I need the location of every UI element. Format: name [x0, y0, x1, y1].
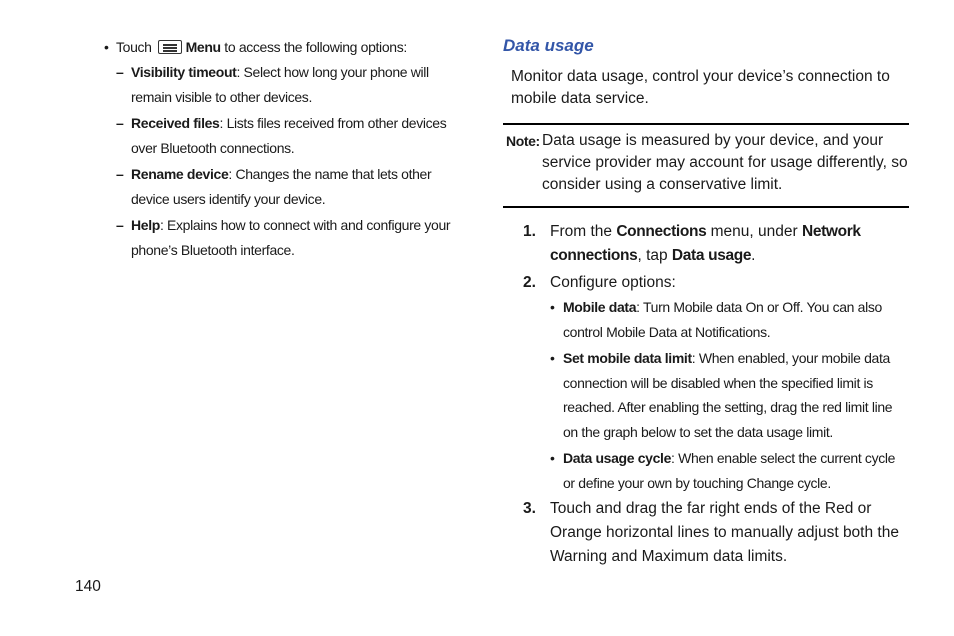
note-text: Data usage is measured by your device, and your service provider may account for usage differently, so consider using a conservative limit. [542, 132, 908, 193]
list-item [550, 346, 909, 444]
option-desc: : When enabled, your mobile data connection will be disabled when the specified limit is reached. After enabling the setting, drag the red limit line on the graph below to set the data usage limit. [563, 350, 893, 440]
bullet-mark: • [550, 299, 555, 315]
bullet-mark: • [104, 39, 109, 55]
step-body [550, 220, 909, 268]
list-item [116, 60, 464, 110]
dash-mark: – [116, 166, 124, 182]
steps-list [503, 220, 909, 569]
intro-rest: to access the following options: [220, 39, 407, 55]
list-item [550, 295, 909, 344]
page-number: 140 [75, 578, 101, 595]
options-list [116, 60, 464, 263]
item-desc: : Explains how to connect with and configure your phone’s Bluetooth interface. [131, 217, 451, 258]
note-box [503, 123, 909, 208]
list-item [116, 213, 464, 263]
item-desc: : Changes the name that lets other device users identify your device. [131, 166, 432, 207]
section-intro: Monitor data usage, control your device’s connection to mobile data service. [511, 68, 890, 107]
step-number: 3. [523, 500, 536, 517]
step-body: Touch and drag the far right ends of the Red or Orange horizontal lines to manually adjust both the Warning and Maximum data limits. [550, 500, 899, 565]
step-2 [503, 271, 909, 295]
option-term: Mobile data [563, 299, 637, 315]
option-term: Data usage cycle [563, 450, 672, 466]
left-column [104, 35, 464, 264]
intro-text [116, 35, 407, 60]
right-column [503, 35, 909, 569]
data-usage-term: Data usage [671, 247, 752, 264]
touch-text: Touch [116, 39, 152, 55]
dash-mark: – [116, 115, 124, 131]
bullet-mark: • [550, 350, 555, 366]
item-desc: : Lists files received from other devices over Bluetooth connections. [131, 115, 447, 156]
option-desc: : When enable select the current cycle or define your own by touching Change cycle. [563, 450, 896, 491]
list-item [550, 446, 909, 495]
note-label: Note: [506, 133, 540, 149]
step-text: menu, under [706, 223, 802, 240]
option-desc: : Turn Mobile data On or Off. You can also control Mobile Data at Notifications. [563, 299, 882, 340]
step-1 [503, 220, 909, 268]
list-item [116, 162, 464, 212]
option-term: Set mobile data limit [563, 350, 692, 366]
item-term: Received files [131, 115, 220, 131]
step-3 [503, 497, 909, 569]
dash-mark: – [116, 64, 124, 80]
intro-bullet [104, 35, 464, 60]
item-term: Visibility timeout [131, 64, 237, 80]
item-term: Help [131, 217, 160, 233]
step-number: 1. [523, 223, 536, 240]
section-heading: Data usage [503, 36, 594, 55]
dash-mark: – [116, 217, 124, 233]
item-term: Rename device [131, 166, 229, 182]
step-number: 2. [523, 274, 536, 291]
options-sublist [550, 295, 909, 495]
menu-icon [158, 40, 182, 54]
item-desc: : Select how long your phone will remain visible to other devices. [131, 64, 429, 105]
step-text: . [751, 247, 756, 264]
step-text: From the [550, 223, 617, 240]
connections-term: Connections [616, 223, 707, 240]
step-text: , tap [637, 247, 672, 264]
step-body: Configure options: [550, 274, 676, 291]
network-connections-term: Network connections [550, 223, 861, 264]
bullet-mark: • [550, 450, 555, 466]
list-item [116, 111, 464, 161]
menu-label: Menu [185, 39, 221, 55]
